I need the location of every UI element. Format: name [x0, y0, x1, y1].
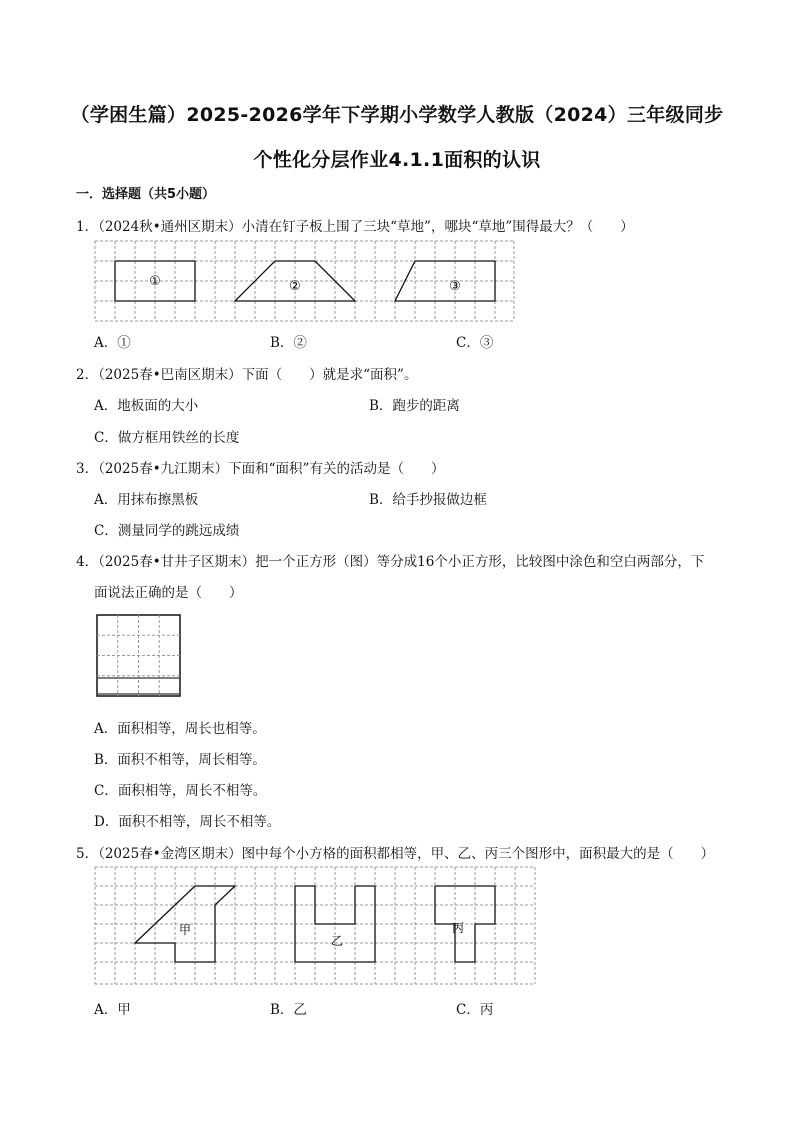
question-5-figure	[94, 866, 536, 986]
q4-option-a[interactable]: A．面积相等，周长也相等。	[94, 721, 266, 737]
shape-bing-label: 丙	[451, 921, 465, 935]
shape-yi-label: 乙	[330, 934, 344, 948]
question-4-text-line-2: 面说法正确的是（ ）	[94, 585, 243, 601]
shape-3-label: ③	[449, 279, 461, 294]
q3-option-b[interactable]: B．给手抄报做边框	[369, 492, 487, 508]
q2-option-a[interactable]: A．地板面的大小	[94, 398, 199, 414]
q3-option-c[interactable]: C．测量同学的跳远成绩	[94, 523, 240, 539]
page-title-line-1: （学困生篇）2025-2026学年下学期小学数学人教版（2024）三年级同步	[70, 104, 724, 126]
square-grid	[95, 867, 535, 984]
question-5-text: 5．（2025春•金湾区期末）图中每个小方格的面积都相等，甲、乙、丙三个图形中，面积最大的是（ ）	[76, 846, 715, 862]
section-heading: 一．选择题（共5小题）	[76, 187, 216, 202]
q3-option-a[interactable]: A．用抹布擦黑板	[94, 492, 199, 508]
q2-option-c[interactable]: C．做方框用铁丝的长度	[94, 430, 240, 446]
q4-option-b[interactable]: B．面积不相等，周长相等。	[94, 752, 266, 768]
page-title-line-2: 个性化分层作业4.1.1面积的认识	[253, 149, 541, 171]
question-4-text-line-1: 4．（2025春•甘井子区期末）把一个正方形（图）等分成16个小正方形，比较图中涂色和空白两部分，下	[76, 554, 705, 570]
q5-option-b[interactable]: B．乙	[270, 1002, 307, 1018]
q4-option-d[interactable]: D．面积不相等，周长不相等。	[94, 814, 281, 830]
question-3-text: 3．（2025春•九江期末）下面和“面积”有关的活动是（ ）	[76, 461, 445, 477]
shape-1-label: ①	[149, 274, 161, 289]
question-2-text: 2．（2025春•巴南区期末）下面（ ）就是求“面积”。	[76, 367, 418, 383]
q5-option-a[interactable]: A．甲	[94, 1002, 131, 1018]
question-4-figure	[96, 614, 182, 698]
shape-jia-label: 甲	[178, 923, 192, 937]
question-1-figure	[94, 240, 516, 324]
question-1-text: 1．（2024秋•通州区期末）小清在钉子板上围了三块“草地”，哪块“草地”围得最大？（ ）	[76, 219, 634, 235]
q1-option-a[interactable]: A．①	[94, 335, 131, 351]
q4-option-c[interactable]: C．面积相等，周长不相等。	[94, 783, 267, 799]
q5-option-c[interactable]: C．丙	[456, 1002, 494, 1018]
q1-option-c[interactable]: C．③	[456, 335, 494, 351]
shape-2-label: ②	[289, 279, 301, 294]
q2-option-b[interactable]: B．跑步的距离	[369, 398, 460, 414]
q1-option-b[interactable]: B．②	[270, 335, 307, 351]
